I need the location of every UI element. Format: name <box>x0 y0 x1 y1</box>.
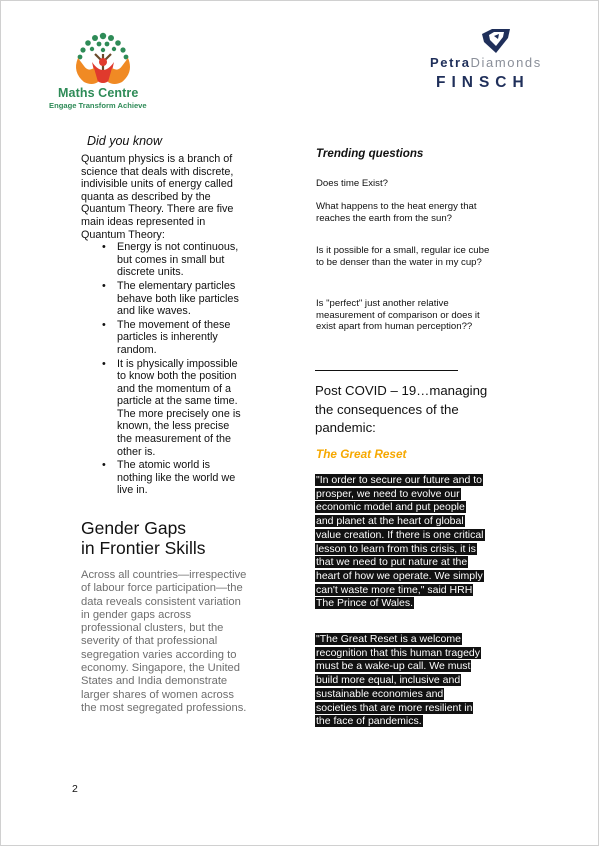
gender-gaps-title-line2: in Frontier Skills <box>81 538 206 558</box>
quote-prince-of-wales <box>315 474 485 611</box>
finsch-wordmark: FINSCH <box>436 74 530 91</box>
quote-text: "In order to secure our future and to prosper, we need to evolve our economic model and put people and planet at the heart of global value creation. If there is one critical lesson to learn from this crisis, it is that we need to put nature at the heart of how we operate. We simply can't waste more time," said HRH The Prince of Wales. <box>316 474 484 610</box>
petra-word: Petra <box>430 55 471 70</box>
maths-centre-name: Maths Centre <box>58 86 139 100</box>
covid-heading: Post COVID – 19…managing the consequences of the pandemic: <box>315 383 488 436</box>
list-item: • Energy is not continuous, but comes in small but discrete units. <box>117 241 251 279</box>
quantum-ideas-list <box>81 241 251 497</box>
great-reset-title: The Great Reset <box>316 447 407 461</box>
trending-question-4: Is "perfect" just another relative measurement of comparison or does it exist apart from human perception?? <box>316 298 480 333</box>
petra-diamonds-wordmark <box>430 55 542 70</box>
quote-text: "The Great Reset is a welcome recognition that this human tragedy must be a wake-up call. We must build more equal, inclusive and sustainable economies and societies that are more resilient in the face of pandemics. <box>316 633 481 728</box>
did-you-know-body <box>81 153 251 498</box>
trending-questions-title: Trending questions <box>316 147 424 160</box>
maths-centre-tagline: Engage Transform Achieve <box>49 101 147 110</box>
trending-question-1: Does time Exist? <box>316 178 388 189</box>
list-item: • The atomic world is nothing like the world we live in. <box>117 459 251 497</box>
quote-great-reset <box>315 633 485 729</box>
diamonds-word: Diamonds <box>470 55 542 70</box>
trending-question-2: What happens to the heat energy that reaches the earth from the sun? <box>316 201 477 224</box>
petra-diamond-icon <box>478 28 514 54</box>
trending-question-3: Is it possible for a small, regular ice cube to be denser than the water in my cup? <box>316 245 490 268</box>
list-item: • It is physically impossible to know both the position and the momentum of a particle at the same time. The more precisely one is known, the less precise the measurement of the other is. <box>117 358 251 459</box>
did-you-know-title: Did you know <box>87 134 163 148</box>
gender-gaps-title-line1: Gender Gaps <box>81 518 187 538</box>
gender-gaps-title <box>81 518 205 558</box>
did-you-know-intro: Quantum physics is a branch of science that deals with discrete, indivisible units of energy called quanta as described by the Quantum Theory. There are five main ideas represented in Quantum Theory: <box>81 153 234 241</box>
page-number: 2 <box>72 783 78 795</box>
list-item: • The elementary particles behave both like particles and like waves. <box>117 280 251 318</box>
gender-gaps-body: Across all countries—irrespective of labour force participation—the data reveals consistent variation in gender gaps across professional clusters, but the severity of that professional segregation varies according to economy. Singapore, the United States and India demonstrate larger shares of women across the most segregated professions. <box>81 569 247 714</box>
list-item: • The movement of these particles is inherently random. <box>117 319 251 357</box>
section-divider <box>315 370 458 371</box>
